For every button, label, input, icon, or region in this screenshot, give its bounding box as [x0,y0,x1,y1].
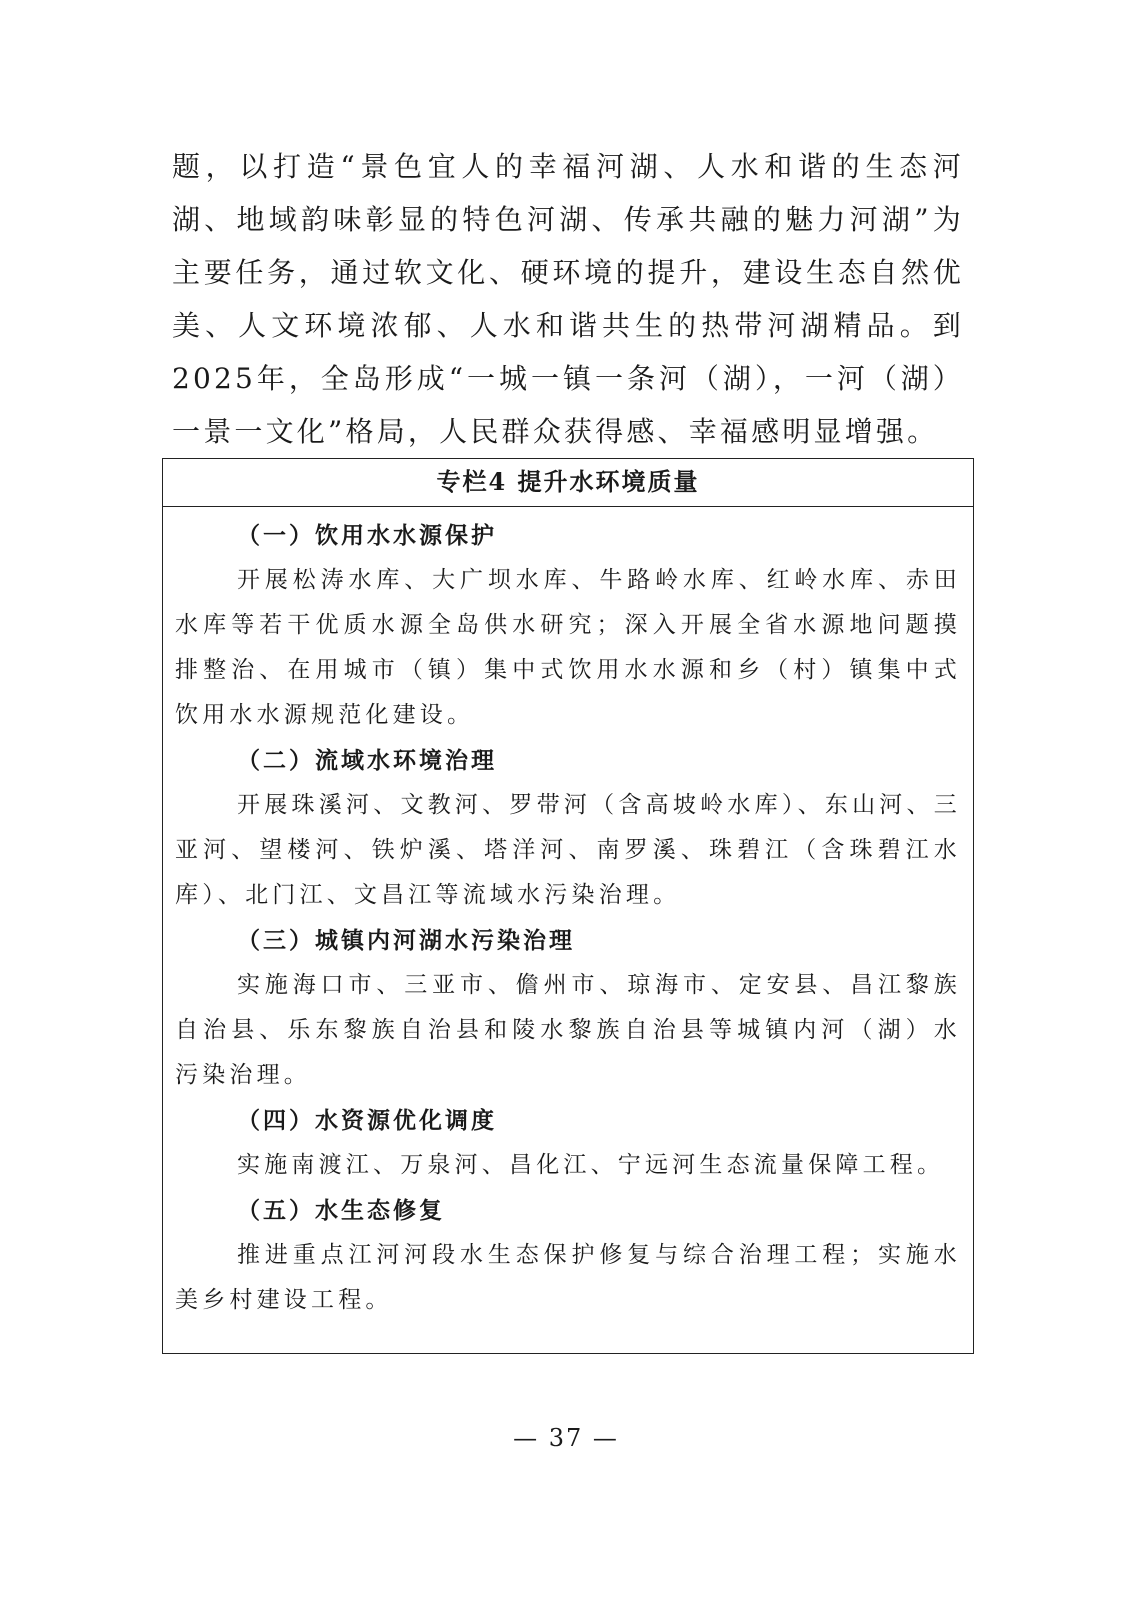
section-heading-2: （二）流域水环境治理 [237,747,497,774]
section-text-4: 实施南渡江、万泉河、昌化江、宁远河生态流量保障工程。 [237,1152,945,1178]
column-box-title: 专栏4 提升水环境质量 [163,459,973,507]
intro-paragraph: 题，以打造“景色宜人的幸福河湖、人水和谐的生态河湖、地域韵味彰显的特色河湖、传承共融的魅力河湖”为主要任务，通过软文化、硬环境的提升，建设生态自然优美、人文环境浓郁、人水和谐共生的热带河湖精品。到2025年，全岛形成“一城一镇一条河（湖），一河（湖）一景一文化”格局，人民群众获得感、幸福感明显增强。 [172,150,964,448]
column-box-body [163,507,973,1323]
section-heading-5: （五）水生态修复 [237,1197,445,1224]
section-text-2: 开展珠溪河、文教河、罗带河（含高坡岭水库）、东山河、三亚河、望楼河、铁炉溪、塔洋河、南罗溪、珠碧江（含珠碧江水库）、北门江、文昌江等流域水污染治理。 [175,792,961,908]
section-text-3: 实施海口市、三亚市、儋州市、琼海市、定安县、昌江黎族自治县、乐东黎族自治县和陵水黎族自治县等城镇内河（湖）水污染治理。 [175,972,961,1088]
section-heading-4: （四）水资源优化调度 [237,1107,497,1134]
column-box [162,458,974,1354]
section-text-5: 推进重点江河河段水生态保护修复与综合治理工程；实施水美乡村建设工程。 [175,1242,961,1313]
section-heading-3: （三）城镇内河湖水污染治理 [237,927,575,954]
section-text-1: 开展松涛水库、大广坝水库、牛路岭水库、红岭水库、赤田水库等若干优质水源全岛供水研究；深入开展全省水源地问题摸排整治、在用城市（镇）集中式饮用水水源和乡（村）镇集中式饮用水水源规范化建设。 [175,567,961,728]
page-number: — 37 — [513,1424,619,1452]
section-heading-1: （一）饮用水水源保护 [237,522,497,549]
